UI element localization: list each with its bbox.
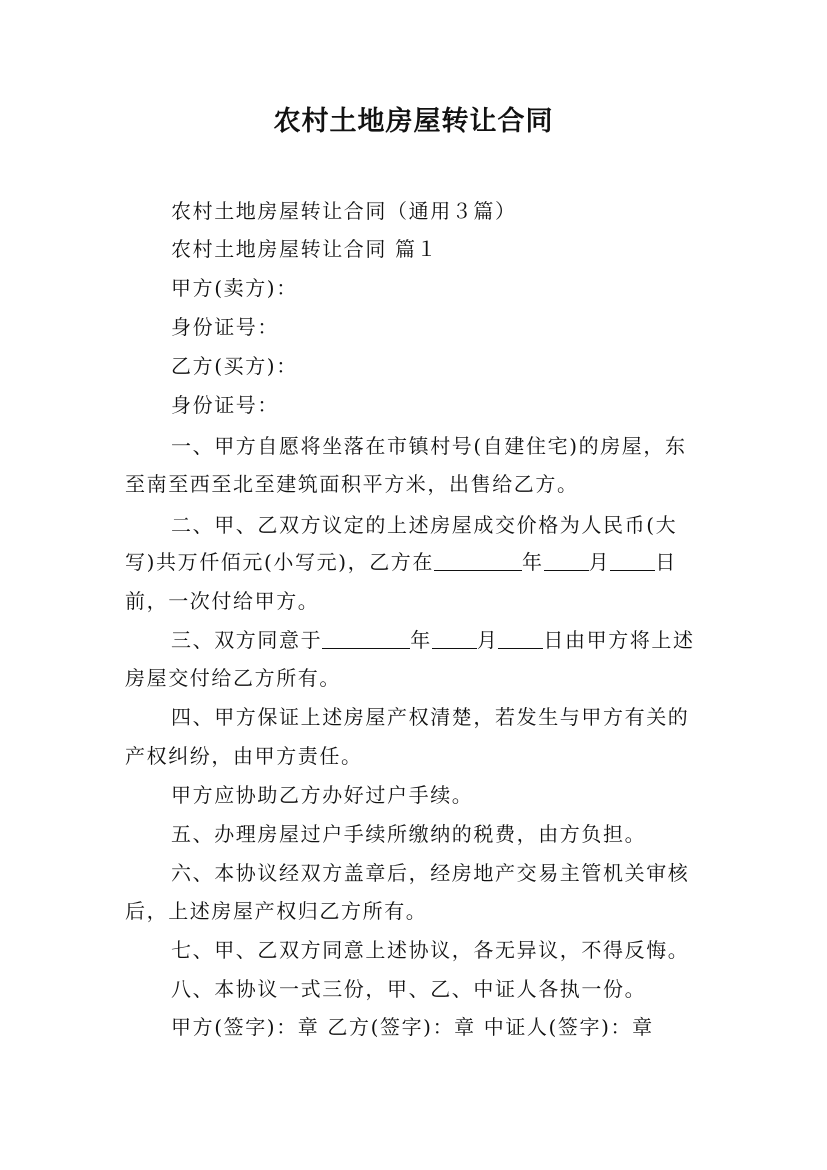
clause-5: 五、办理房屋过户手续所缴纳的税费，由方负担。 (171, 822, 647, 846)
heading-line: 农村土地房屋转让合同（通用３篇） (171, 199, 517, 223)
month-label: 月 (588, 550, 611, 574)
clause-2-text: 写)共万仟佰元(小写元)，乙方在 (125, 550, 435, 574)
clause-3-text: 三、双方同意于 (171, 628, 323, 652)
year-blank (322, 624, 410, 649)
month-blank (432, 624, 477, 649)
year-label: 年 (410, 628, 432, 652)
clause-3-line-2: 房屋交付给乙方所有。 (125, 666, 341, 690)
id-b-label: 身份证号： (171, 393, 279, 417)
month-blank (544, 546, 589, 571)
party-b-label: 乙方(买方)： (171, 354, 298, 378)
clause-3-rest: 日由甲方将上述 (543, 628, 695, 652)
clause-4-line-2: 产权纠纷，由甲方责任。 (125, 744, 363, 768)
clause-4-line-1: 四、甲方保证上述房屋产权清楚，若发生与甲方有关的 (171, 705, 690, 729)
day-label: 日 (655, 550, 677, 574)
clause-2-line-1: 二、甲、乙双方议定的上述房屋成交价格为人民币(大 (171, 513, 678, 537)
day-blank (498, 624, 543, 649)
clause-7: 七、甲、乙双方同意上述协议，各无异议，不得反悔。 (171, 938, 690, 962)
clause-8: 八、本协议一式三份，甲、乙、中证人各执一份。 (171, 977, 647, 1001)
year-label: 年 (522, 550, 544, 574)
clause-2-line-3: 前，一次付给甲方。 (125, 589, 320, 613)
day-blank (610, 546, 655, 571)
document-title: 农村土地房屋转让合同 (273, 106, 554, 137)
party-a-label: 甲方(卖方)： (171, 276, 298, 300)
year-blank (434, 546, 522, 571)
section-label: 农村土地房屋转让合同 篇１ (171, 237, 439, 261)
clause-2-line-2 (125, 543, 677, 581)
signature-line: 甲方(签字)：章 乙方(签字)：章 中证人(签字)：章 (171, 1015, 654, 1039)
clause-1-line-2: 至南至西至北至建筑面积平方米，出售给乙方。 (125, 472, 579, 496)
clause-6-line-1: 六、本协议经双方盖章后，经房地产交易主管机关审核 (171, 861, 690, 885)
assist-line: 甲方应协助乙方办好过户手续。 (171, 783, 474, 807)
clause-6-line-2: 后，上述房屋产权归乙方所有。 (125, 899, 428, 923)
clause-1-line-1: 一、甲方自愿将坐落在市镇村号(自建住宅)的房屋，东 (171, 434, 687, 458)
id-a-label: 身份证号： (171, 315, 279, 339)
month-label: 月 (476, 628, 499, 652)
clause-3-line-1 (171, 621, 695, 659)
